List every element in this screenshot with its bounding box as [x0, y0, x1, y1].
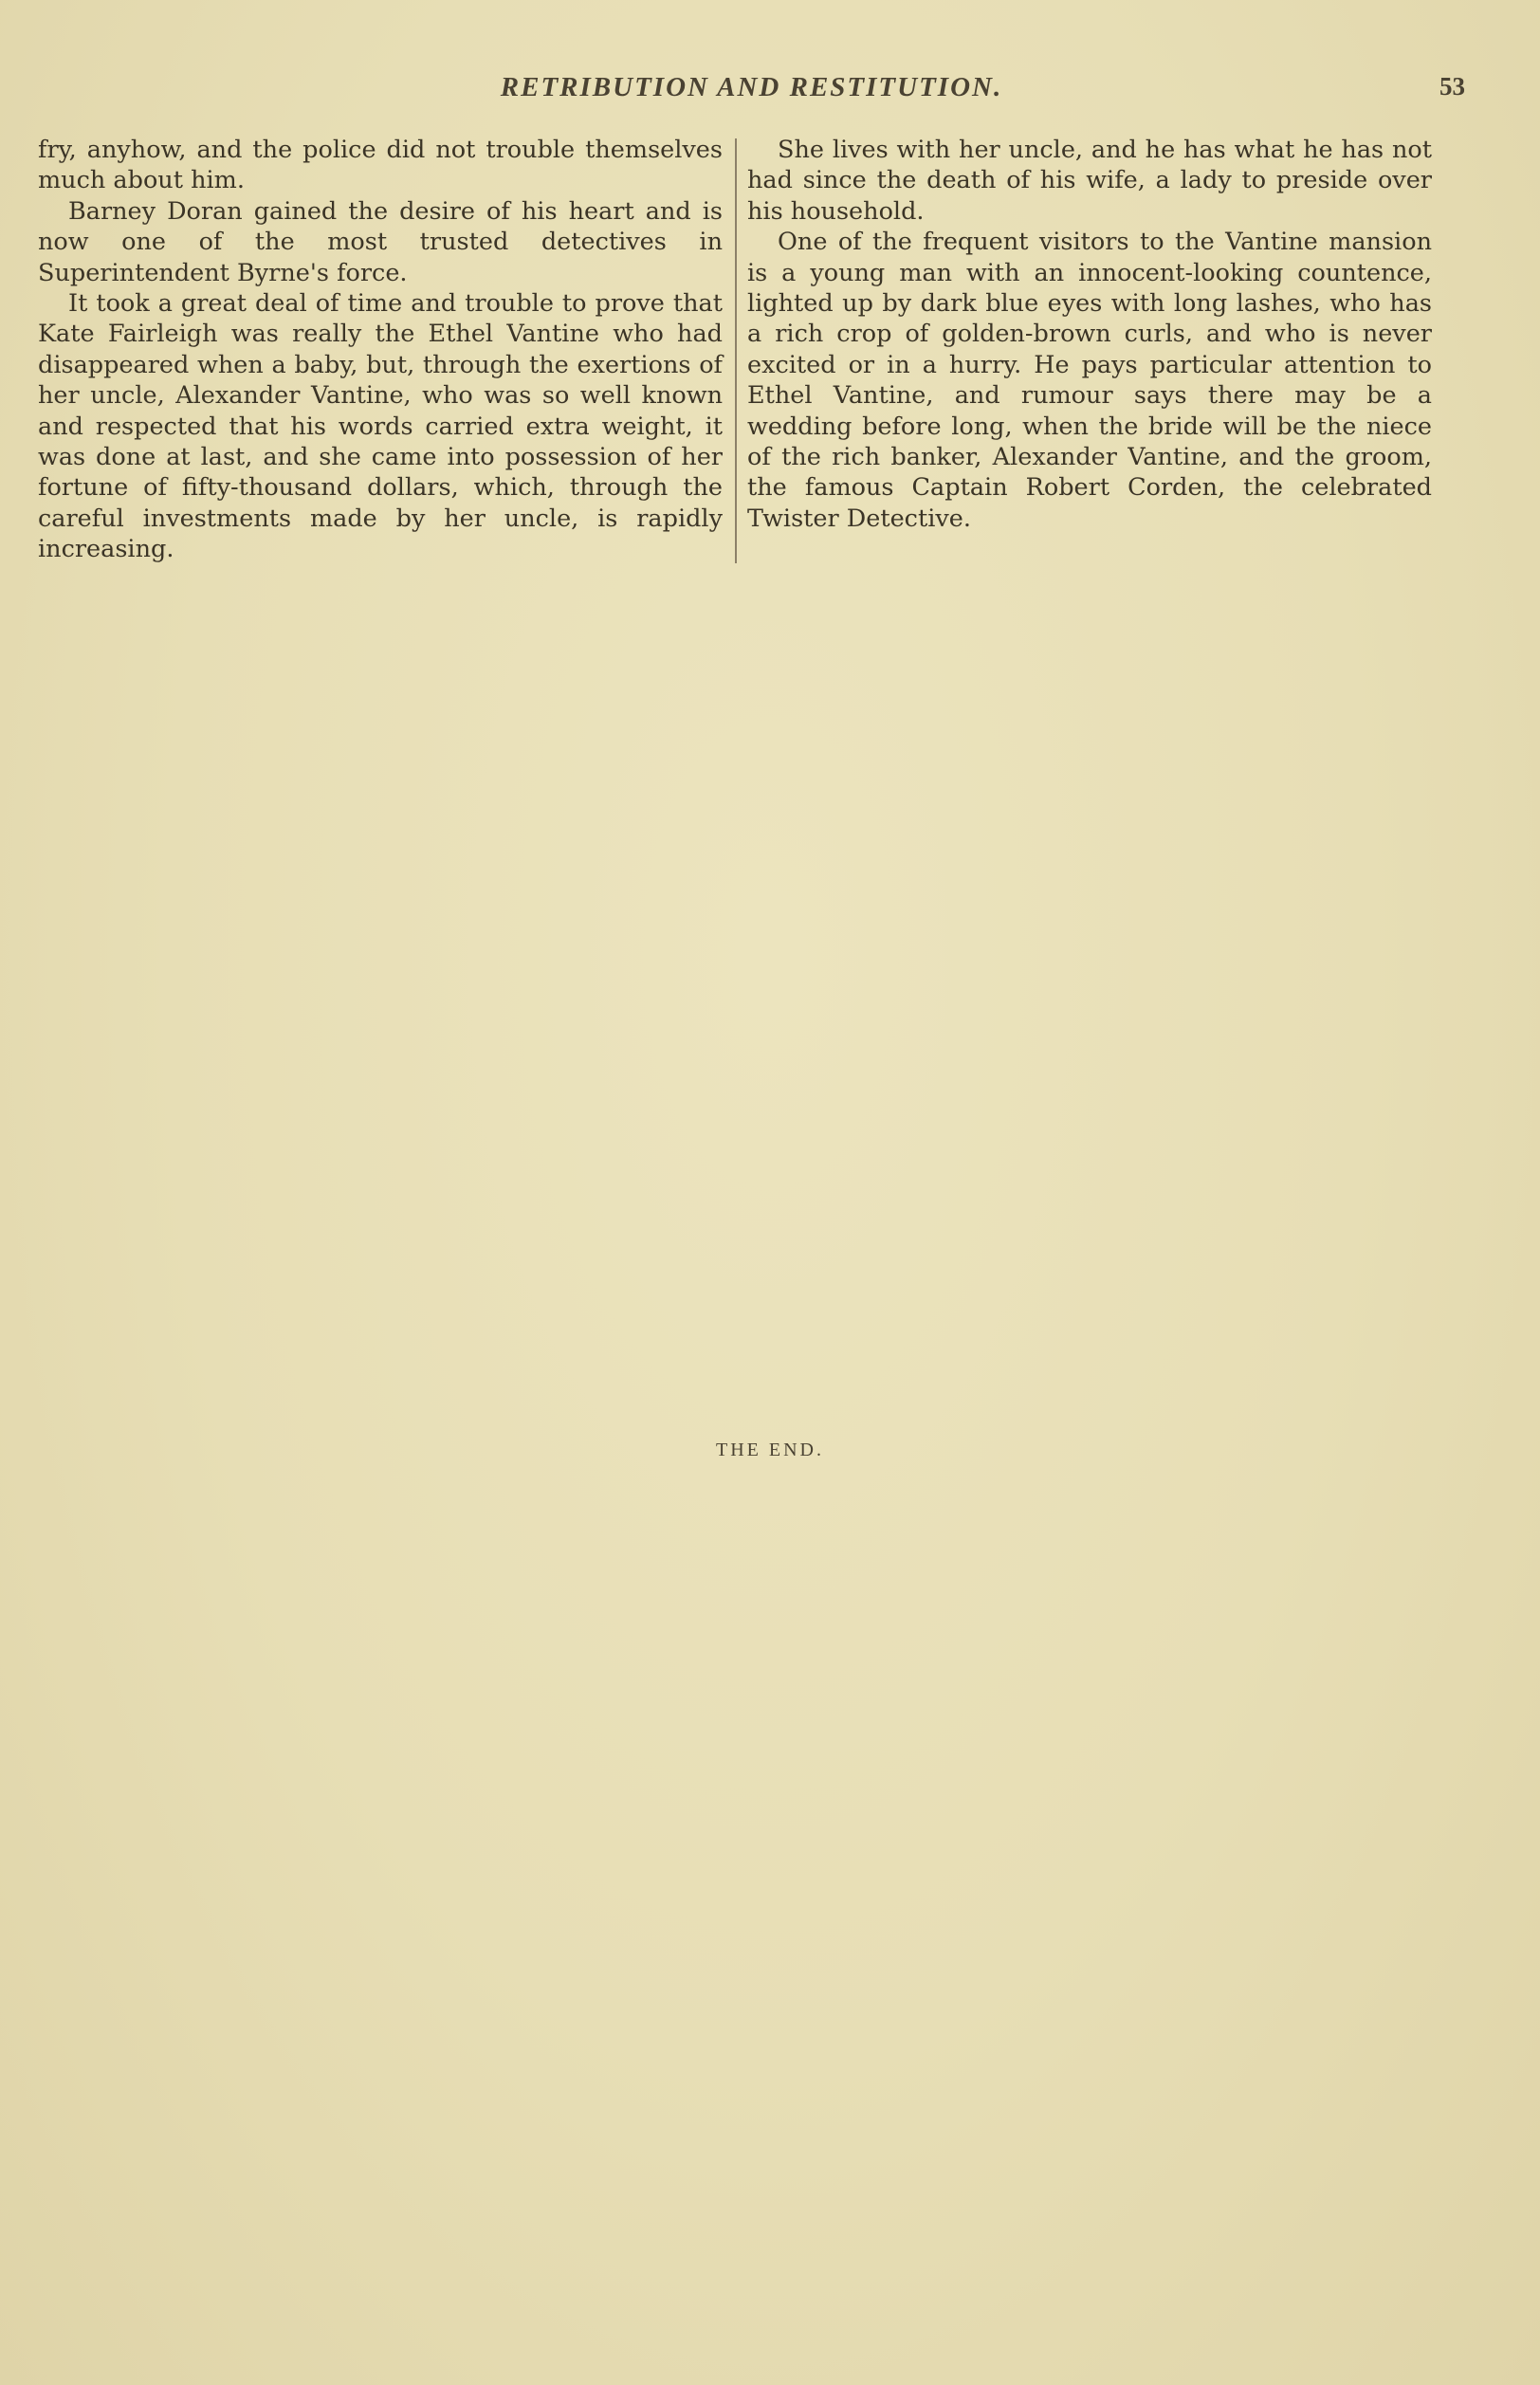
paragraph: One of the frequent visitors to the Vantine mansion is a young man with an innocent-looking countence, lighted up by dark blue eyes with long lashes, who has a rich crop of golden-brown curls, and who is never excited or in a hurry. He pays particular attention to Ethel Vantine, and rumour says there may be a wedding before long, when the bride will be the niece of the rich banker, Alexander Vantine, and the groom, the famous Captain Robert Corden, the celebrated Twister Detective. [747, 228, 1432, 533]
paragraph: It took a great deal of time and trouble to prove that Kate Fairleigh was really the Ethel Vantine who had disappeared when a baby, but, through the exertions of her uncle, Alexander Vantine, who was so well known and respected that his words carried extra weight, it was done at last, and she came into possession of her fortune of fifty-thousand dollars, which, through the careful investments made by her uncle, is rapidly increasing. [38, 289, 723, 564]
running-head [38, 72, 1465, 110]
column-divider [735, 138, 737, 563]
paragraph: She lives with her uncle, and he has what he has not had since the death of his wife, a lady to preside over his household. [747, 136, 1432, 226]
right-column [747, 135, 1432, 534]
running-title: RETRIBUTION AND RESTITUTION. [500, 72, 1003, 102]
the-end-label: THE END. [716, 1440, 824, 1460]
left-column [38, 135, 723, 565]
text-columns [38, 135, 1434, 571]
paragraph: Barney Doran gained the desire of his heart and is now one of the most trusted detectives in Superintendent Byrne's force. [38, 196, 723, 287]
page-number: 53 [1439, 72, 1465, 101]
paragraph: fry, anyhow, and the police did not trouble themselves much about him. [38, 136, 723, 195]
